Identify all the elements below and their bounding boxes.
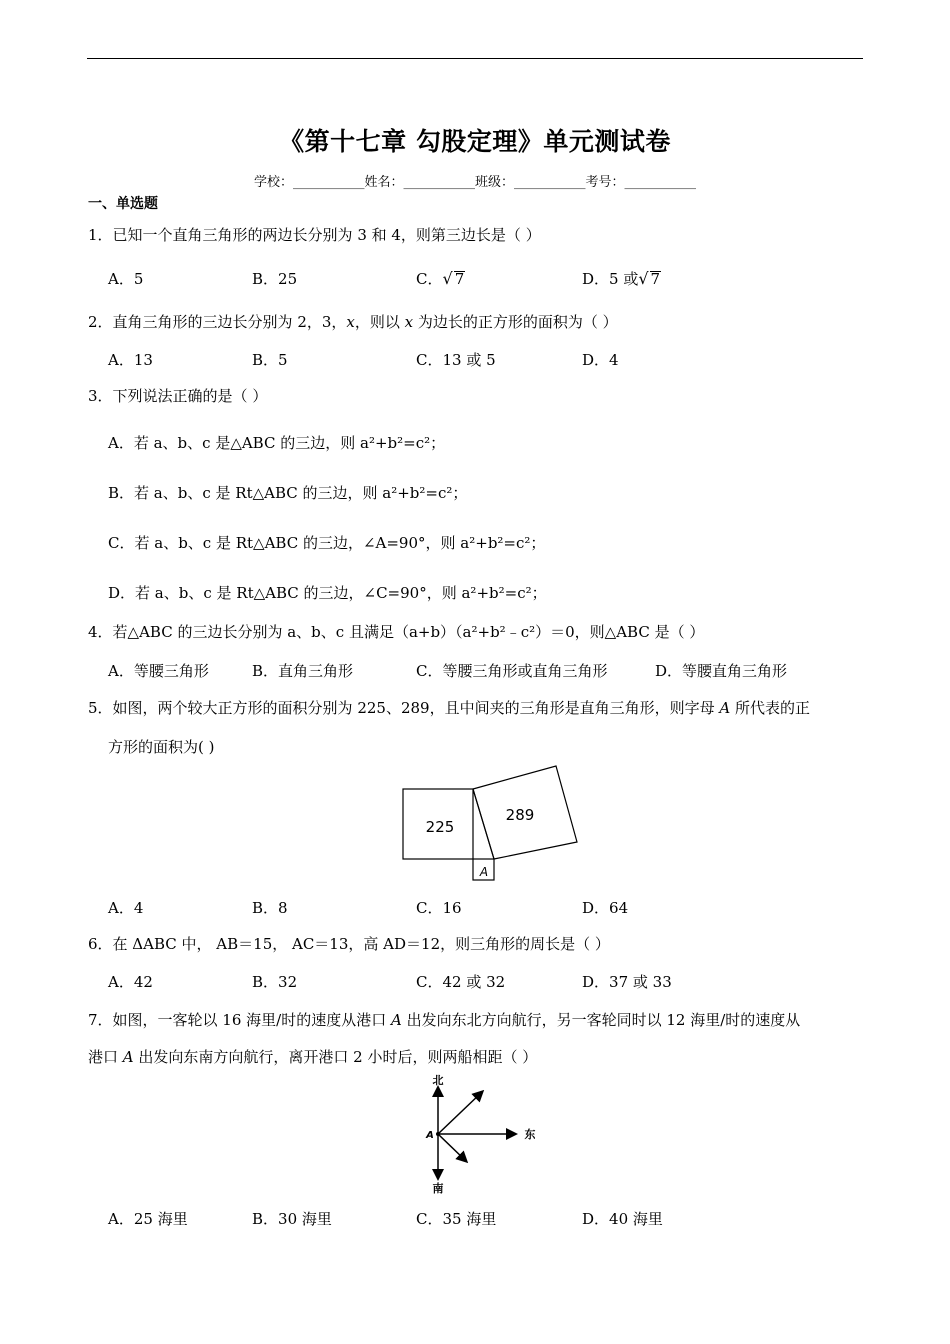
page-title: 《第十七章 勾股定理》单元测试卷	[279, 127, 671, 156]
question-3-stem: 3．下列说法正确的是（ ）	[88, 387, 268, 405]
q4-option-a: A．等腰三角形	[108, 662, 209, 680]
q1-option-d-prefix: D．5 或	[582, 270, 639, 288]
q2-option-d: D．4	[582, 351, 619, 369]
q7-port-a: A	[391, 1011, 402, 1029]
question-7-stem-line-2	[88, 1046, 537, 1067]
q2-option-a: A．13	[108, 351, 153, 369]
student-info-line: 学校：___________姓名：___________班级：___________考号：___________	[253, 175, 696, 190]
question-7-stem	[88, 1009, 800, 1030]
q5-squares-figure	[395, 760, 580, 890]
q1-option-b: B．25	[252, 270, 298, 288]
q5-option-a: A．4	[108, 899, 144, 917]
label-south: 南	[432, 1182, 444, 1195]
question-4-stem: 4．若△ABC 的三边长分别为 a、b、c 且满足（a+b）（a²+b²﹣c²）＝0，则△ABC 是（ ）	[88, 623, 705, 641]
q2-option-c: C．13 或 5	[416, 351, 496, 369]
triangle-hypotenuse	[473, 789, 494, 859]
section-heading: 一、单选题	[88, 196, 158, 212]
q1-option-c: C．√ 7	[416, 269, 465, 288]
question-6-stem: 6．在 ΔABC 中， AB＝15， AC＝13，高 AD＝12，则三角形的周长是（ ）	[88, 935, 610, 953]
q3-option-d: D．若 a、b、c 是 Rt△ABC 的三边，∠C=90°，则 a²+b²=c²；	[108, 584, 547, 602]
q2-var-x-2: x	[404, 313, 414, 331]
q2-stem-part-a: 2．直角三角形的三边长分别为 2，3，	[88, 313, 347, 331]
q7-option-b: B．30 海里	[252, 1210, 332, 1228]
q4-option-c: C．等腰三角形或直角三角形	[416, 662, 608, 680]
q5-stem-part-b: 所代表的正	[730, 699, 810, 717]
q2-var-x: x	[346, 313, 355, 331]
label-north: 北	[432, 1074, 444, 1087]
question-5-stem-line-2: 方形的面积为( )	[108, 738, 215, 756]
port-point	[436, 1132, 440, 1136]
header-rule	[87, 58, 863, 59]
q6-option-c: C．42 或 32	[416, 973, 506, 991]
q7-port-a-2: A	[122, 1048, 134, 1066]
q4-option-b: B．直角三角形	[252, 662, 354, 680]
label-east: 东	[524, 1128, 536, 1141]
southeast-arrow	[438, 1134, 466, 1161]
q7-line2-part-a: 港口	[88, 1048, 123, 1066]
question-5-stem	[88, 697, 810, 718]
q2-option-b: B．5	[252, 351, 288, 369]
q7-stem-part-b: 出发向东北方向航行，另一客轮同时以 12 海里/时的速度从	[401, 1011, 801, 1029]
q1-option-c-radicand: 7	[454, 270, 465, 288]
q5-option-c: C．16	[416, 899, 462, 917]
label-225: 225	[425, 818, 455, 836]
q5-stem-part-a: 5．如图，两个较大正方形的面积分别为 225、289，且中间夹的三角形是直角三角形，则字母	[88, 699, 720, 717]
label-a: A	[479, 865, 489, 879]
q2-stem-part-b: ，则以	[354, 313, 405, 331]
question-1-stem: 1．已知一个直角三角形的两边长分别为 3 和 4，则第三边长是（ ）	[88, 226, 541, 244]
q4-option-d: D．等腰直角三角形	[655, 662, 788, 680]
label-port-a: A	[426, 1130, 434, 1141]
q3-option-c: C．若 a、b、c 是 Rt△ABC 的三边，∠A=90°，则 a²+b²=c²；	[108, 534, 546, 552]
q6-option-b: B．32	[252, 973, 298, 991]
q7-option-c: C．35 海里	[416, 1210, 497, 1228]
northeast-arrow	[438, 1092, 482, 1134]
q7-line2-part-b: 出发向东南方向航行，离开港口 2 小时后，则两船相距（ ）	[133, 1048, 538, 1066]
question-2-stem	[88, 311, 618, 332]
q1-option-d: D．5 或√ 7	[582, 269, 661, 288]
q7-option-a: A．25 海里	[108, 1210, 188, 1228]
q5-letter-a: A	[719, 699, 731, 717]
q3-option-a: A．若 a、b、c 是△ABC 的三边，则 a²+b²=c²；	[108, 434, 446, 452]
q7-stem-part-a: 7．如图，一客轮以 16 海里/时的速度从港口	[88, 1011, 391, 1029]
q7-compass-figure	[420, 1072, 550, 1197]
q5-option-d: D．64	[582, 899, 629, 917]
q1-option-a: A．5	[108, 270, 144, 288]
q1-option-c-prefix: C．	[416, 270, 443, 288]
label-289: 289	[505, 806, 535, 824]
q7-option-d: D．40 海里	[582, 1210, 663, 1228]
q5-option-b: B．8	[252, 899, 288, 917]
q2-stem-part-c: 为边长的正方形的面积为（ ）	[413, 313, 618, 331]
q6-option-d: D．37 或 33	[582, 973, 672, 991]
q1-option-d-radicand: 7	[650, 270, 661, 288]
q6-option-a: A．42	[108, 973, 153, 991]
q3-option-b: B．若 a、b、c 是 Rt△ABC 的三边，则 a²+b²=c²；	[108, 484, 468, 502]
